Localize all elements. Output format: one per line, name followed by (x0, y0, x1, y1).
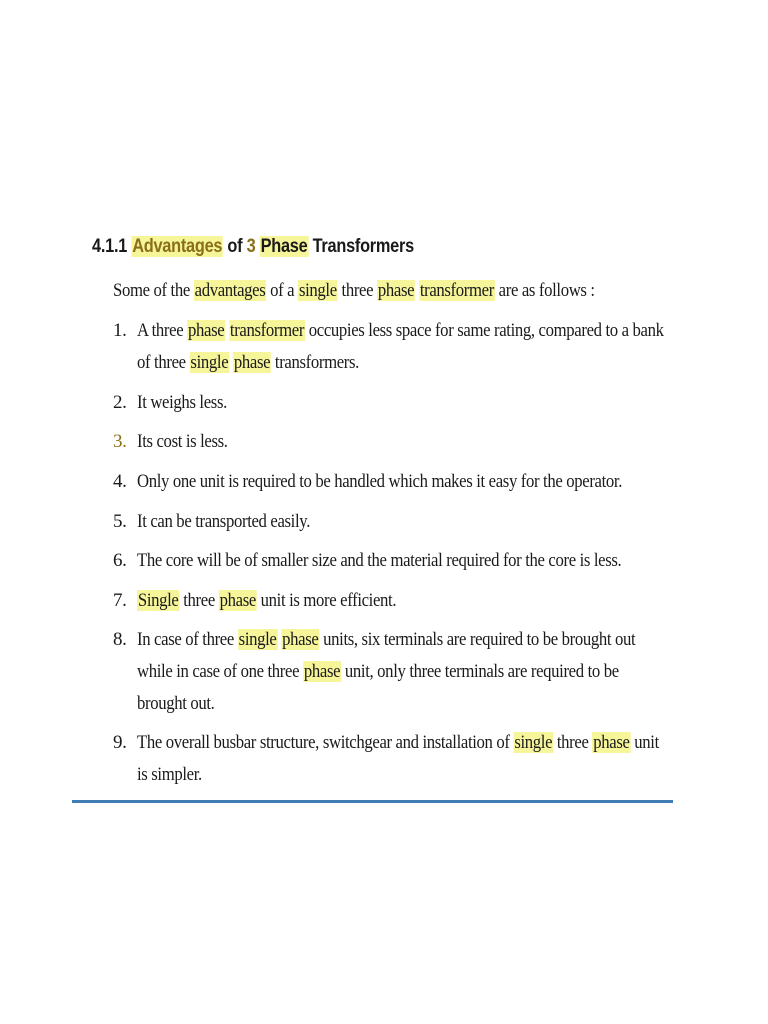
list-text-highlight: single (190, 352, 229, 373)
list-text-highlight: phase (233, 352, 271, 373)
list-item (113, 426, 673, 458)
list-number: 9. (113, 732, 127, 753)
intro-highlight: transformer (419, 280, 494, 301)
list-text-highlight: single (238, 629, 277, 650)
intro-text: three (341, 280, 374, 301)
list-item (113, 545, 673, 577)
section-number: 4.1.1 (92, 236, 128, 257)
list-text-part: In case of three (137, 629, 234, 650)
heading-word-transformers: Transformers (312, 236, 414, 257)
list-number: 7. (113, 590, 127, 611)
list-text-part: occupies less space for same rating, compared to a bank (308, 320, 664, 341)
list-text-part: while in case of one three (137, 661, 300, 682)
list-text: is simpler. (137, 764, 202, 785)
list-item (113, 387, 673, 419)
list-number: 8. (113, 629, 127, 650)
list-item (113, 727, 673, 791)
list-text: The core will be of smaller size and the material required for the core is less. (137, 550, 622, 571)
list-text: It weighs less. (137, 392, 227, 413)
list-item (113, 466, 673, 498)
list-item (113, 506, 673, 538)
list-number: 1. (113, 320, 127, 341)
list-text-part: units, six terminals are required to be brought out (323, 629, 636, 650)
list-text (137, 585, 665, 617)
list-item (113, 315, 673, 379)
list-text (137, 315, 665, 347)
list-number: 5. (113, 511, 127, 532)
list-number: 3. (113, 431, 127, 452)
list-text-highlight: phase (593, 732, 630, 753)
intro-text: are as follows : (498, 280, 595, 301)
heading-word-advantages: Advantages (132, 236, 223, 257)
list-text-highlight: single (514, 732, 553, 753)
list-text-highlight: phase (303, 661, 341, 682)
list-text-part: unit, only three terminals are required to be (344, 661, 619, 682)
intro-text: Some of the (113, 280, 190, 301)
horizontal-rule (72, 800, 673, 803)
heading-word-of: of (227, 236, 243, 257)
list-text-highlight: transformer (229, 320, 305, 341)
list-text (137, 656, 665, 688)
list-text-highlight: phase (282, 629, 319, 650)
list-text-part: A three (137, 320, 184, 341)
list-number: 6. (113, 550, 127, 571)
list-text-part: three (183, 590, 215, 611)
intro-highlight: single (298, 280, 337, 301)
list-text-highlight: phase (219, 590, 256, 611)
list-text: It can be transported easily. (137, 511, 311, 532)
list-text (137, 347, 665, 379)
list-text (137, 624, 665, 656)
list-item (113, 585, 673, 617)
list-number: 4. (113, 471, 127, 492)
list-number: 2. (113, 392, 127, 413)
list-text-highlight: phase (188, 320, 225, 341)
intro-text: of a (270, 280, 295, 301)
heading-word-3: 3 (246, 236, 256, 257)
heading-word-phase: Phase (260, 236, 308, 257)
intro-highlight: advantages (194, 280, 266, 301)
list-item (113, 624, 673, 720)
list-text: brought out. (137, 693, 215, 714)
list-text-part: three (556, 732, 589, 753)
list-text-part: The overall busbar structure, switchgear and installation of (137, 732, 510, 753)
list-text-part: unit (634, 732, 659, 753)
list-text: Its cost is less. (137, 431, 228, 452)
list-text-part: transformers. (274, 352, 360, 373)
list-text-part: unit is more efficient. (260, 590, 397, 611)
list-text-part: of three (137, 352, 186, 373)
list-text (137, 727, 665, 759)
list-text-highlight: Single (137, 590, 179, 611)
section-heading (92, 236, 608, 258)
list-text: Only one unit is required to be handled which makes it easy for the operator. (137, 471, 623, 492)
intro-sentence (113, 280, 606, 302)
intro-highlight: phase (377, 280, 415, 301)
